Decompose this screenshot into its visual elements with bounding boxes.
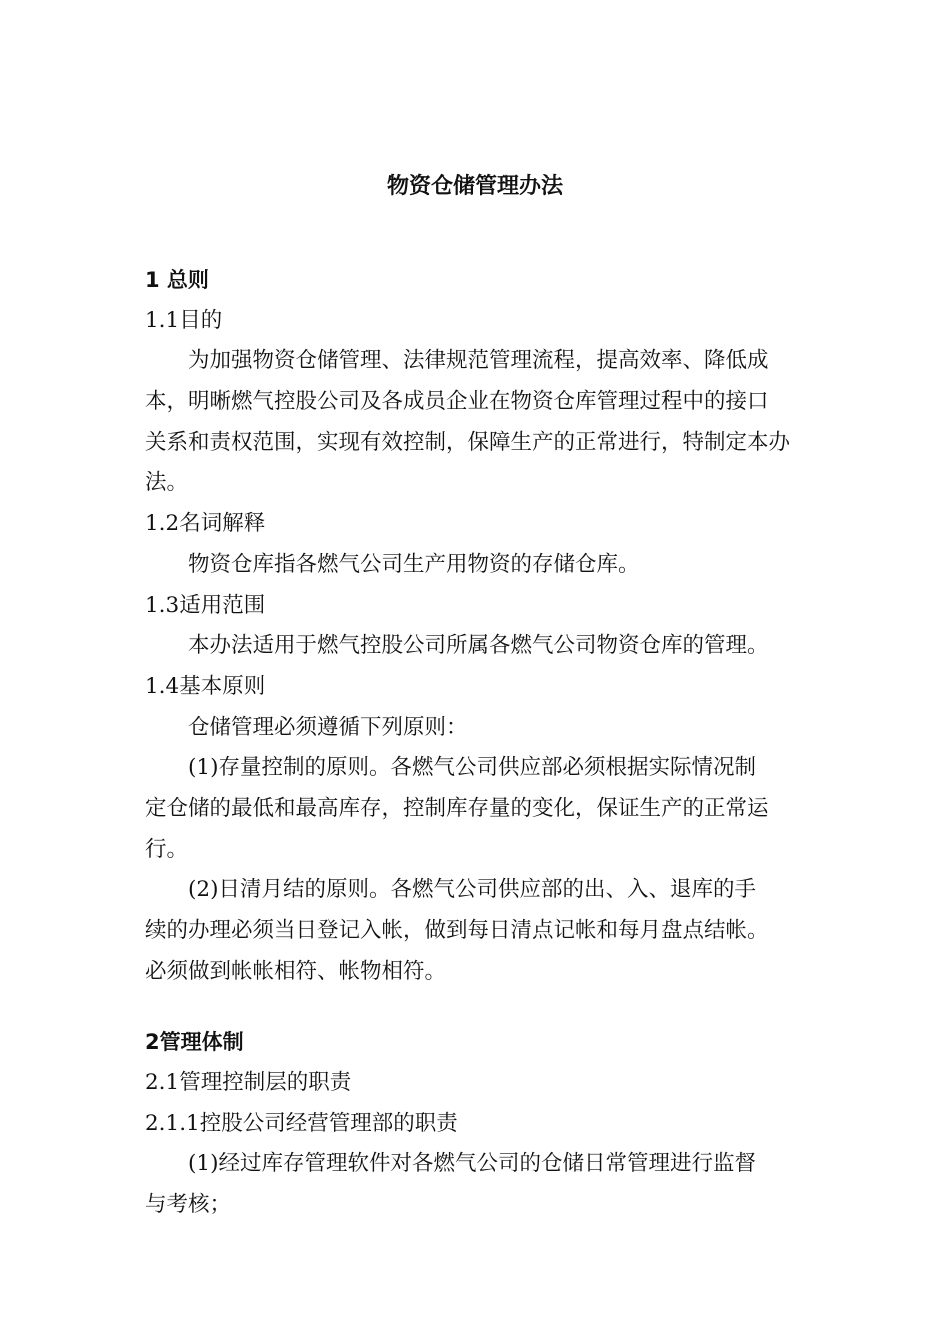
- list-item-line: 与考核；: [145, 1192, 232, 1218]
- list-item-line: 必须做到帐帐相符、帐物相符。: [145, 958, 447, 984]
- subsection-heading-2-1: 2.1管理控制层的职责: [145, 1070, 352, 1096]
- subsection-heading-2-1-1: 2.1.1控股公司经营管理部的职责: [145, 1110, 458, 1136]
- section-gap: [145, 992, 810, 1022]
- paragraph-line: 物资仓库指各燃气公司生产用物资的存储仓库。: [188, 551, 640, 577]
- document-body: [145, 260, 810, 1226]
- section-heading-1: 1 总则: [145, 268, 209, 292]
- list-item-line: (2)日清月结的原则。各燃气公司供应部的出、入、退库的手: [188, 877, 756, 903]
- section-heading-2: 2管理体制: [145, 1030, 244, 1055]
- subsection-heading-1-4: 1.4基本原则: [145, 673, 266, 699]
- paragraph-line: 法。: [145, 470, 189, 496]
- document-title: 物资仓储管理办法: [386, 174, 563, 199]
- list-item-line: 行。: [145, 836, 189, 862]
- list-item-line: 续的办理必须当日登记入帐，做到每日清点记帐和每月盘点结帐。: [145, 918, 769, 943]
- subsection-heading-1-1: 1.1目的: [145, 307, 223, 333]
- paragraph-line: 为加强物资仓储管理、法律规范管理流程，提高效率、降低成: [188, 348, 769, 374]
- paragraph-line: 本，明晰燃气控股公司及各成员企业在物资仓库管理过程中的接口: [145, 389, 769, 415]
- paragraph-line: 关系和责权范围，实现有效控制，保障生产的正常进行，特制定本办: [145, 429, 791, 455]
- paragraph-line: 仓储管理必须遵循下列原则：: [188, 714, 468, 740]
- list-item-line: (1)经过库存管理软件对各燃气公司的仓储日常管理进行监督: [188, 1151, 756, 1177]
- paragraph-line: 本办法适用于燃气控股公司所属各燃气公司物资仓库的管理。: [188, 633, 769, 659]
- subsection-heading-1-3: 1.3适用范围: [145, 592, 266, 618]
- list-item-line: (1)存量控制的原则。各燃气公司供应部必须根据实际情况制: [188, 755, 756, 781]
- list-item-line: 定仓储的最低和最高库存，控制库存量的变化，保证生产的正常运: [145, 795, 769, 821]
- subsection-heading-1-2: 1.2名词解释: [145, 511, 266, 537]
